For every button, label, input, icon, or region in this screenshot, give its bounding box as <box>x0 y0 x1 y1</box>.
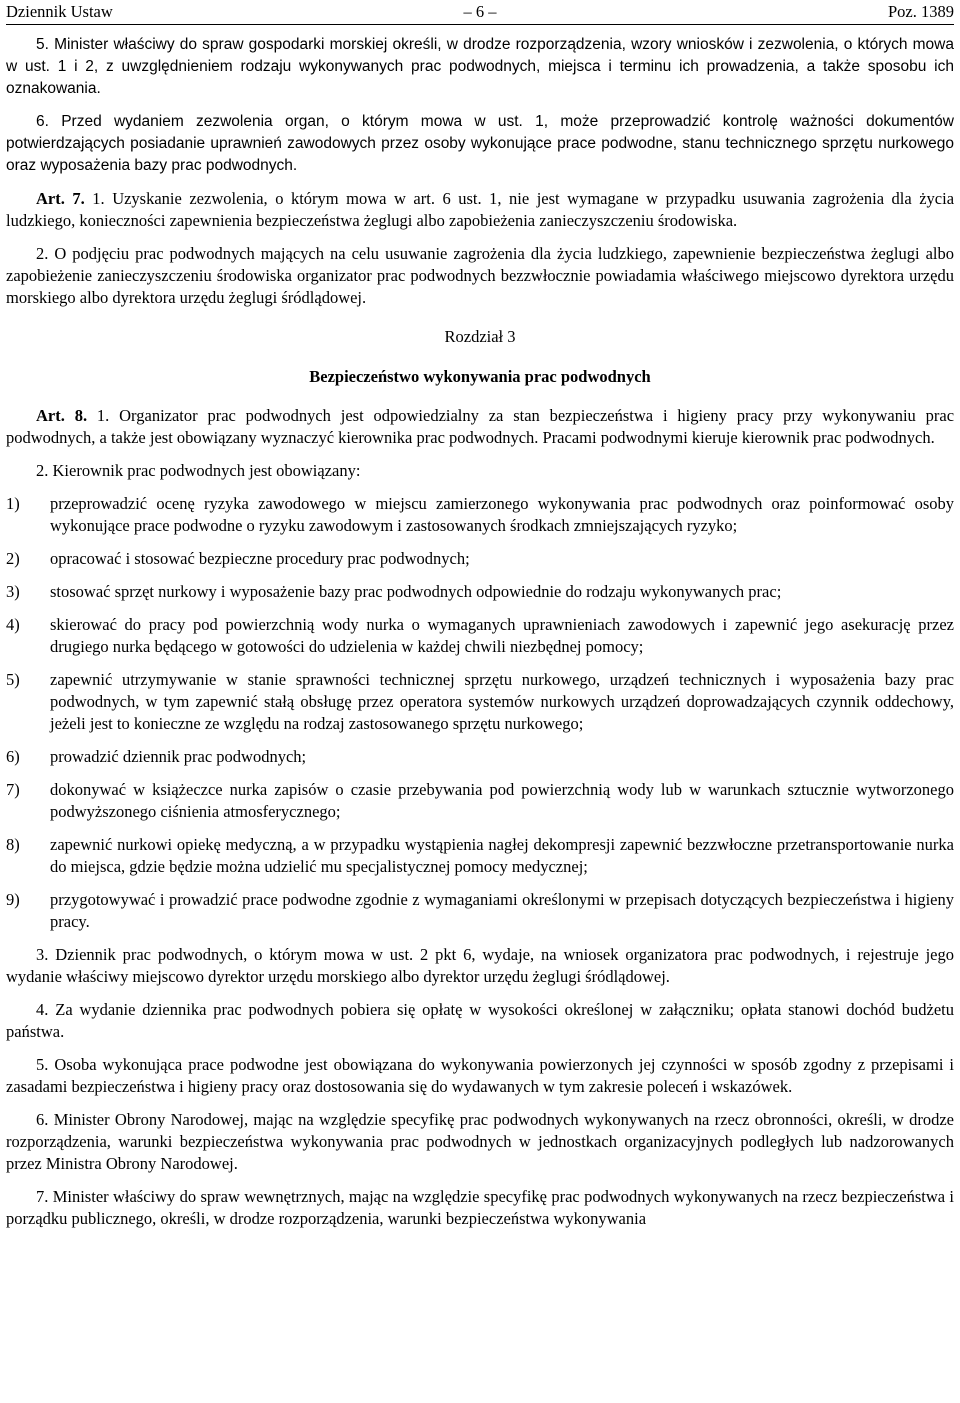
chapter-number: Rozdział 3 <box>444 327 516 346</box>
list-item <box>6 779 954 823</box>
item-number: 5) <box>6 670 20 689</box>
document-body <box>6 25 954 1230</box>
item-number: 7) <box>6 780 20 799</box>
item-number: 2) <box>6 549 20 568</box>
article-7-label: Art. 7. <box>36 189 85 208</box>
document-page <box>6 0 954 1230</box>
article-7-paragraph-2: 2. O podjęciu prac podwodnych mających na celu usuwanie zagrożenia dla życia ludzkiego, zapewnienie bezpieczeństwa żeglugi albo zapobieżenie zanieczyszczeniu środowiska organizator prac podwodnych bezzwłocznie powiadamia właściwego miejscowo dyrektora urzędu morskiego albo dyrektora urzędu żeglugi śródlądowej. <box>6 244 954 307</box>
page-number: – 6 – <box>463 2 497 21</box>
article-8-label: Art. 8. <box>36 406 88 425</box>
item-number: 3) <box>6 582 20 601</box>
chapter-title: Bezpieczeństwo wykonywania prac podwodnych <box>309 367 651 386</box>
article-8-paragraph-1 <box>6 405 954 449</box>
paragraph-5: 5. Minister właściwy do spraw gospodarki morskiej określi, w drodze rozporządzenia, wzory wniosków i zezwolenia, o których mowa w ust. 1 i 2, z uwzględnieniem rodzaju wykonywanych prac podwodnych, miejsca i terminu ich prowadzenia, a także sposobu ich oznakowania. <box>6 36 954 97</box>
item-text: dokonywać w książeczce nurka zapisów o czasie przebywania pod powierzchnią wody lub w warunkach sztucznie wytworzonego podwyższonego ciśnienia atmosferycznego; <box>50 780 954 821</box>
item-number: 4) <box>6 615 20 634</box>
list-item <box>6 548 954 570</box>
article-8-paragraph-2: 2. Kierownik prac podwodnych jest obowiązany: <box>36 461 361 480</box>
item-number: 6) <box>6 747 20 766</box>
item-text: przygotowywać i prowadzić prace podwodne zgodnie z wymaganiami określonymi w przepisach dotyczących bezpieczeństwa i higieny pracy. <box>50 890 954 931</box>
item-text: opracować i stosować bezpieczne procedury prac podwodnych; <box>50 549 470 568</box>
list-item <box>6 669 954 735</box>
item-text: prowadzić dziennik prac podwodnych; <box>50 747 307 766</box>
list-item <box>6 746 954 768</box>
list-item <box>6 889 954 933</box>
article-8-text-1: 1. Organizator prac podwodnych jest odpowiedzialny za stan bezpieczeństwa i higieny pracy przy wykonywaniu prac podwodnych, a także jest obowiązany wyznaczyć kierownika prac podwodnych. Pracami podwodnymi kieruje kierownik prac podwodnych. <box>6 406 955 447</box>
article-7-paragraph-1 <box>6 188 954 232</box>
item-number: 8) <box>6 835 20 854</box>
item-text: stosować sprzęt nurkowy i wyposażenie bazy prac podwodnych odpowiednie do rodzaju wykonywanych prac; <box>50 582 782 601</box>
list-item <box>6 614 954 658</box>
paragraph-6: 6. Przed wydaniem zezwolenia organ, o którym mowa w ust. 1, może przeprowadzić kontrolę ważności dokumentów potwierdzających posiadanie uprawnień zawodowych przez osoby wykonujące prace podwodne, stanu technicznego sprzętu nurkowego oraz wyposażenia bazy prac podwodnych. <box>6 113 954 174</box>
position-number: Poz. 1389 <box>888 2 954 21</box>
page-header <box>6 0 954 25</box>
duties-list <box>6 493 954 933</box>
article-8-paragraph-5: 5. Osoba wykonująca prace podwodne jest obowiązana do wykonywania powierzonych jej czynności w sposób zgodny z przepisami i zasadami bezpieczeństwa i higieny pracy oraz dostosowania się do wydawanych w tym zakresie poleceń i wskazówek. <box>6 1055 954 1096</box>
item-text: przeprowadzić ocenę ryzyka zawodowego w miejscu zamierzonego wykonywania prac podwodnych oraz poinformować osoby wykonujące prace podwodne o ryzyku zawodowym i zastosowanych środkach zmniejszających ryzyko; <box>50 494 954 535</box>
item-text: skierować do pracy pod powierzchnią wody nurka o wymaganych uprawnieniach zawodowych i zapewnić jego asekurację przez drugiego nurka będącego w gotowości do udzielenia w każdej chwili niezbędnej pomocy; <box>50 615 954 656</box>
item-number: 9) <box>6 890 20 909</box>
item-text: zapewnić utrzymywanie w stanie sprawności technicznej sprzętu nurkowego, urządzeń technicznych i wyposażenia bazy prac podwodnych, w tym zapewnić stałą obsługę przez operatora systemów nurkowych urządzeń doprowadzających czynnik oddechowy, jeżeli jest to konieczne ze względu na rodzaj zastosowanego sprzętu nurkowego; <box>50 670 954 733</box>
item-number: 1) <box>6 494 20 513</box>
journal-name: Dziennik Ustaw <box>6 2 113 21</box>
article-8-paragraph-6: 6. Minister Obrony Narodowej, mając na względzie specyfikę prac podwodnych wykonywanych na rzecz obronności, określi, w drodze rozporządzenia, warunki bezpieczeństwa wykonywania prac podwodnych w jednostkach organizacyjnych podległych lub nadzorowanych przez Ministra Obrony Narodowej. <box>6 1110 954 1173</box>
list-item <box>6 493 954 537</box>
list-item <box>6 581 954 603</box>
article-8-paragraph-3: 3. Dziennik prac podwodnych, o którym mowa w ust. 2 pkt 6, wydaje, na wniosek organizatora prac podwodnych, i rejestruje jego wydanie właściwy miejscowo dyrektor urzędu morskiego albo dyrektor urzędu żeglugi śródlądowej. <box>6 945 954 986</box>
article-8-paragraph-7: 7. Minister właściwy do spraw wewnętrznych, mając na względzie specyfikę prac podwodnych wykonywanych na rzecz bezpieczeństwa i porządku publicznego, określi, w drodze rozporządzenia, warunki bezpieczeństwa wykonywania <box>6 1187 954 1228</box>
item-text: zapewnić nurkowi opiekę medyczną, a w przypadku wystąpienia nagłej dekompresji zapewnić bezzwłoczne przetransportowanie nurka do miejsca, gdzie będzie można udzielić mu specjalistycznej pomocy medycznej; <box>50 835 954 876</box>
list-item <box>6 834 954 878</box>
article-7-text-1: 1. Uzyskanie zezwolenia, o którym mowa w art. 6 ust. 1, nie jest wymagane w przypadku usuwania zagrożenia dla życia ludzkiego, konieczności zapewnienia bezpieczeństwa żeglugi albo zapobieżenia zanieczyszczeniu środowiska. <box>6 189 955 230</box>
article-8-paragraph-4: 4. Za wydanie dziennika prac podwodnych pobiera się opłatę w wysokości określonej w załączniku; opłata stanowi dochód budżetu państwa. <box>6 1000 954 1041</box>
